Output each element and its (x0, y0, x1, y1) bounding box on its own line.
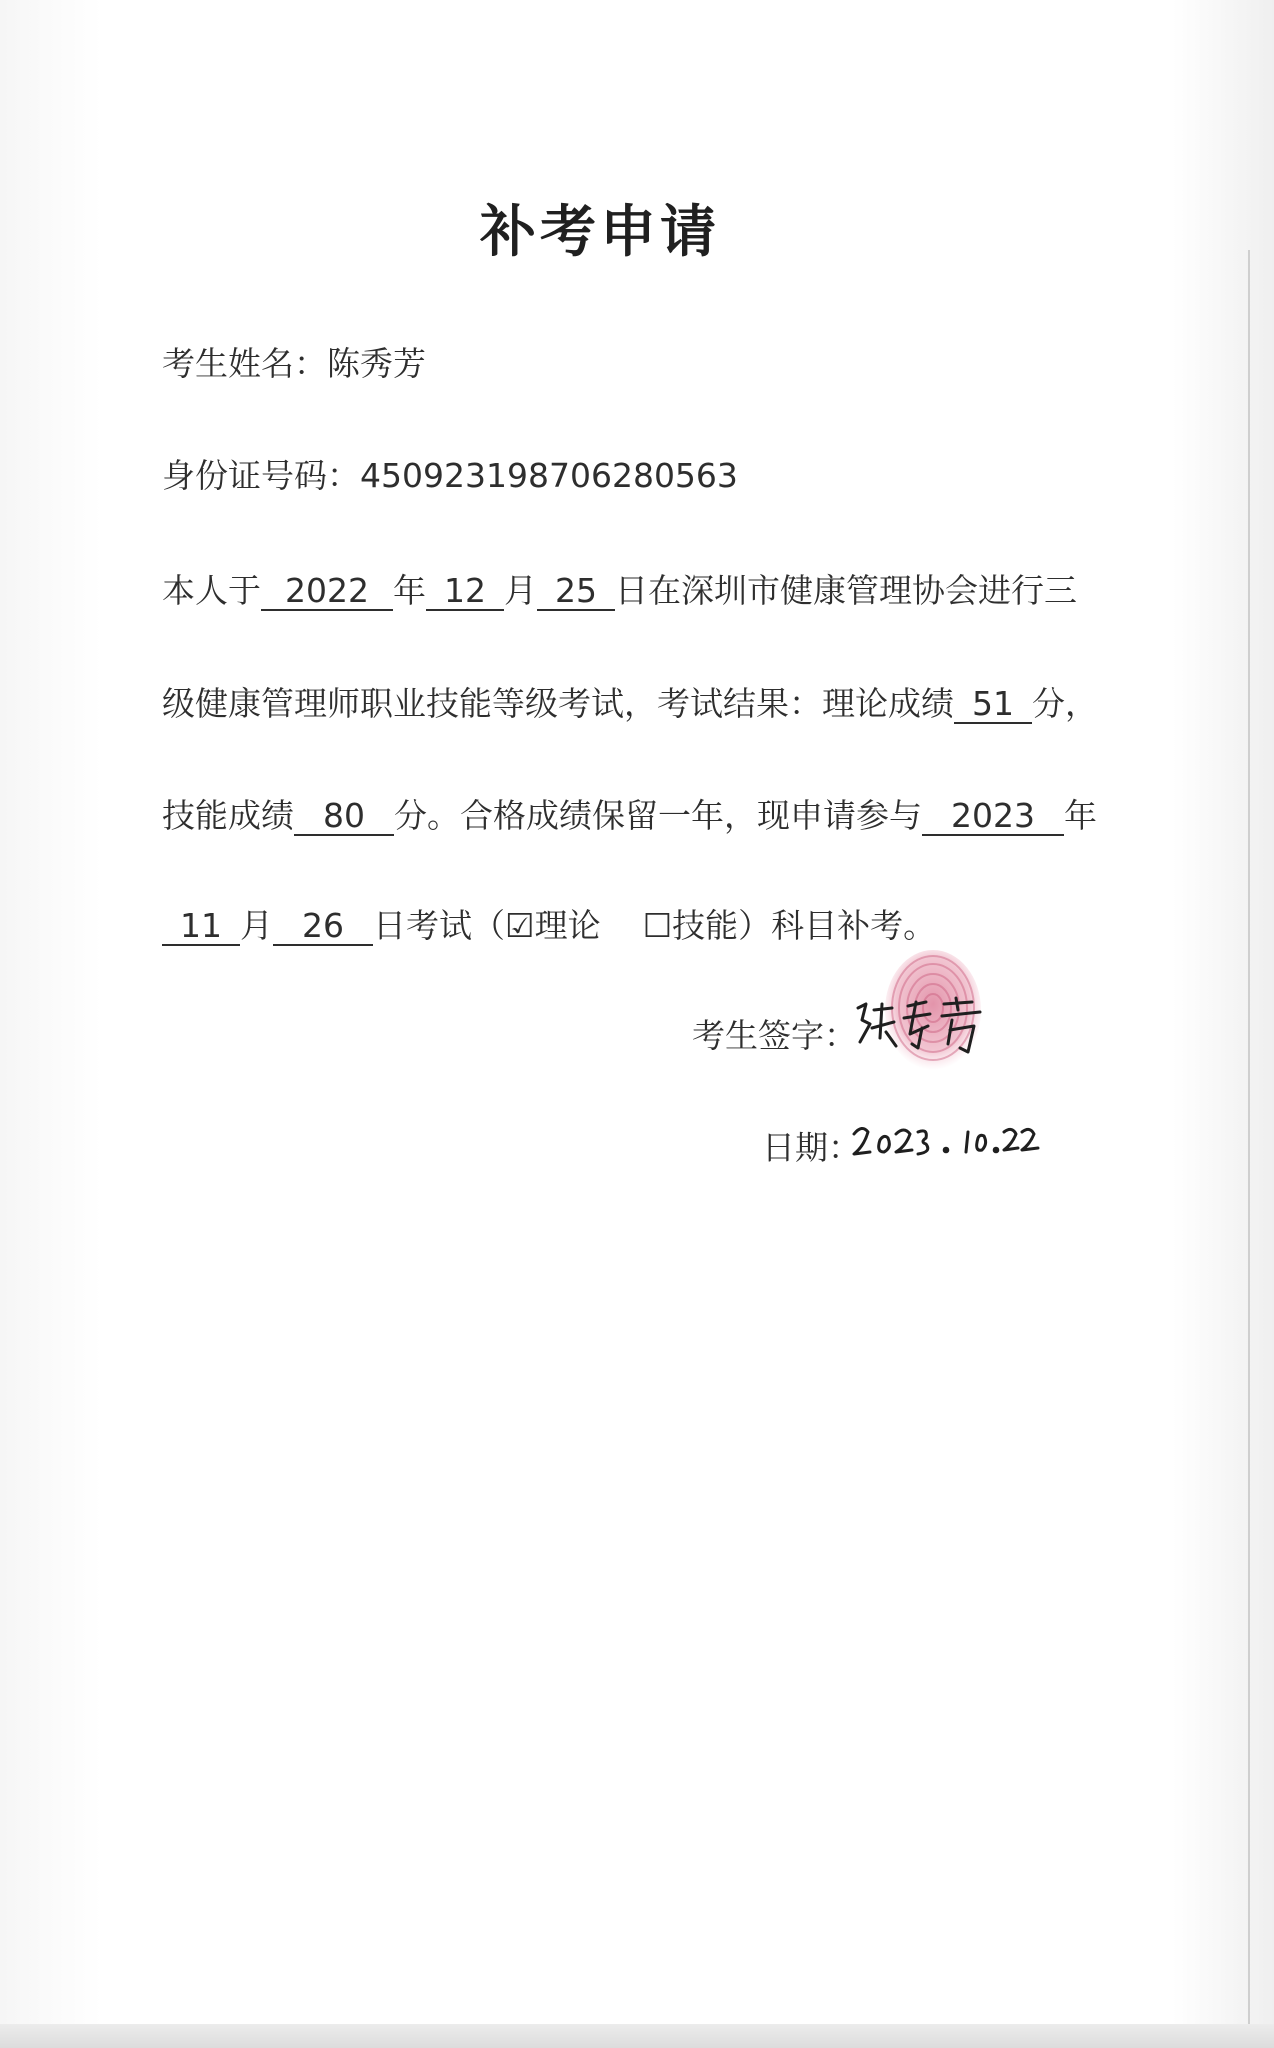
apply-year-unit: 年 (1064, 796, 1097, 835)
exam-line2-text: 级健康管理师职业技能等级考试，考试结果：理论成绩 (162, 684, 954, 723)
page-edge-bottom (0, 2024, 1274, 2048)
exam-day-rest: 日在深圳市健康管理协会进行三 (615, 571, 1077, 610)
name-label: 考生姓名： (162, 344, 327, 383)
skill-score-line (162, 790, 1097, 837)
name-value: 陈秀芳 (327, 344, 426, 383)
theory-option-label: 理论 (534, 906, 601, 945)
skill-checkbox-icon[interactable]: ☐ (642, 906, 673, 945)
page-edge-right (1248, 250, 1250, 2030)
handwritten-date (850, 1110, 1050, 1170)
skill-score: 80 (294, 798, 394, 836)
exam-month: 12 (426, 573, 504, 611)
skill-option-label: 技能 (672, 906, 739, 945)
exam-prefix: 本人于 (162, 571, 261, 610)
exam-day: 25 (537, 573, 615, 611)
exam-line2-end: 分， (1032, 684, 1098, 723)
name-line (162, 338, 426, 385)
theory-score: 51 (954, 686, 1032, 724)
exam-line4-mid: 日考试（ (373, 906, 505, 945)
theory-score-line (162, 678, 1098, 725)
document-title: 补考申请 (480, 200, 720, 265)
id-label: 身份证号码： (162, 456, 360, 495)
id-value: 450923198706280563 (360, 456, 738, 495)
exam-year: 2022 (261, 573, 393, 611)
theory-checkbox-icon[interactable]: ☑ (505, 906, 535, 945)
handwritten-signature (852, 994, 1002, 1064)
skill-label: 技能成绩 (162, 796, 294, 835)
exam-date-line (162, 565, 1077, 612)
apply-date-line (162, 900, 936, 947)
exam-line3-mid: 分。合格成绩保留一年，现申请参与 (394, 796, 922, 835)
exam-line4-end: ）科目补考。 (738, 906, 937, 945)
exam-year-unit: 年 (393, 571, 426, 610)
apply-month: 11 (162, 908, 240, 946)
exam-month-unit: 月 (504, 571, 537, 610)
signature-label: 考生签字： (692, 1016, 857, 1055)
apply-year: 2023 (922, 798, 1064, 836)
date-label: 日期： (762, 1128, 861, 1167)
id-line (162, 450, 738, 497)
apply-month-unit: 月 (240, 906, 273, 945)
apply-day: 26 (273, 908, 373, 946)
